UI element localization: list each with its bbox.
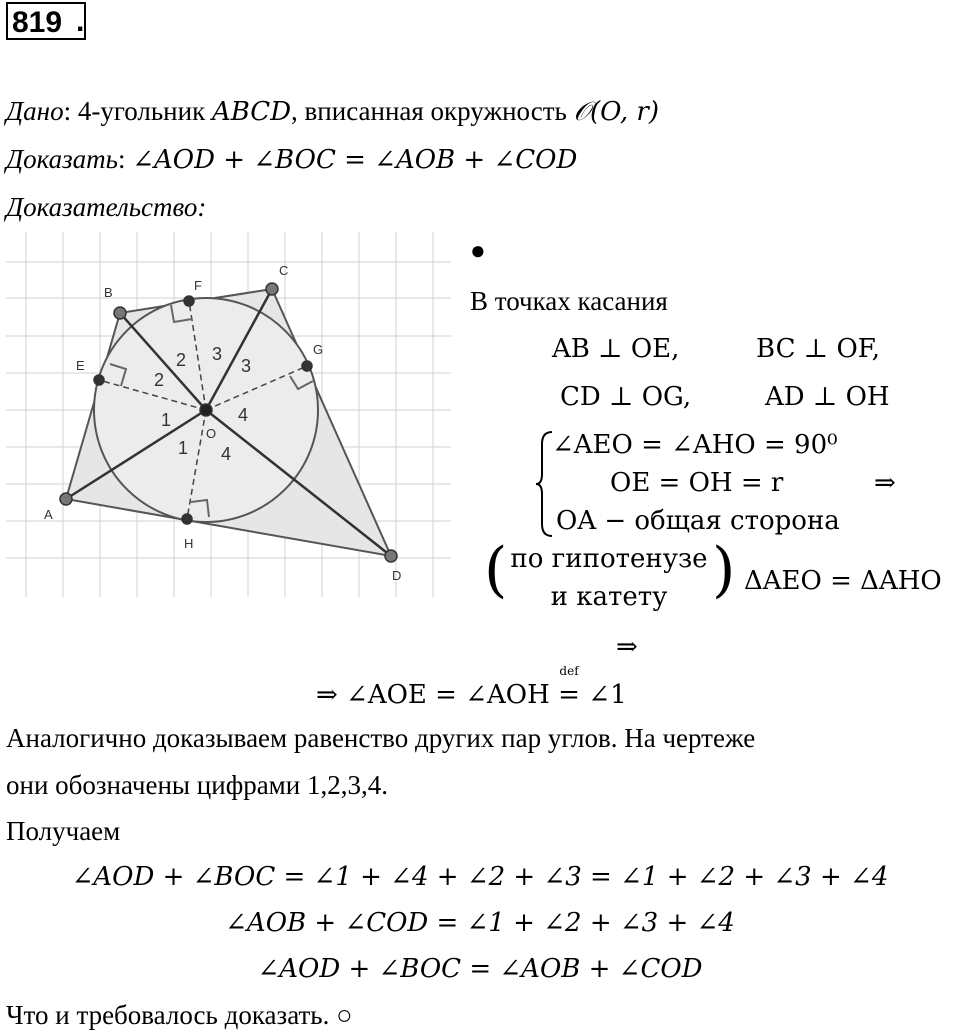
- proof-label: Доказательство:: [6, 192, 207, 222]
- prove-label: Доказать: [6, 144, 118, 174]
- given-label: Дано: [6, 96, 64, 126]
- angle-mark-1a: 1: [161, 410, 172, 430]
- label-g: G: [313, 342, 324, 357]
- prove-statement: ∠AOD + ∠BOC = ∠AOB + ∠COD: [132, 145, 578, 175]
- given-line: Дано: 4-угольник ABCD, вписанная окружность 𝒪(O, r): [6, 96, 659, 127]
- point-e: [94, 375, 104, 385]
- analog-text-2: они обозначены цифрами 1,2,3,4.: [6, 770, 388, 800]
- criterion-line-1: по гипотенузе: [510, 544, 708, 574]
- point-g: [302, 361, 312, 371]
- label-a: A: [44, 507, 53, 522]
- equation-3: ∠AOD + ∠BOC = ∠AOB + ∠COD: [257, 954, 703, 984]
- analog-text-1: Аналогично доказываем равенство других пар углов. На чертеже: [6, 723, 756, 753]
- equation-1: ∠AOD + ∠BOC = ∠1 + ∠4 + ∠2 + ∠3 = ∠1 + ∠2 + ∠3 + ∠4: [71, 862, 889, 892]
- given-circle: 𝒪(O, r): [573, 97, 659, 127]
- def-equals: [558, 664, 580, 710]
- def-eq-sign: =: [558, 680, 580, 710]
- label-h: H: [184, 536, 194, 551]
- label-o: O: [206, 426, 217, 441]
- bullet: ●: [470, 236, 486, 265]
- geometry-figure: [6, 232, 456, 602]
- perp-ad: AD ⊥ OH: [765, 382, 890, 412]
- tangency-title: В точках касания: [470, 286, 668, 316]
- problem-number-dot: .: [76, 5, 85, 38]
- perp-cd: CD ⊥ OG,: [560, 382, 692, 412]
- label-e: E: [76, 358, 85, 373]
- point-b: [114, 307, 126, 319]
- point-a: [60, 493, 72, 505]
- angle-mark-3a: 3: [212, 344, 223, 364]
- label-d: D: [392, 568, 402, 583]
- triangle-equality: ΔAEO = ΔAHO: [744, 566, 942, 596]
- prove-line: Доказать: ∠AOD + ∠BOC = ∠AOB + ∠COD: [6, 144, 578, 175]
- angle-eq-left: ⇒ ∠AOE = ∠AOH: [316, 680, 559, 710]
- paren-right: ): [712, 535, 736, 605]
- equation-2: ∠AOB + ∠COD = ∠1 + ∠2 + ∠3 + ∠4: [225, 908, 735, 938]
- system-line-2: OE = OH = r: [610, 468, 784, 498]
- system-line-3: OA − общая сторона: [556, 506, 840, 536]
- problem-number: 819: [6, 2, 86, 40]
- perp-bc: BC ⊥ OF,: [756, 334, 881, 364]
- angle-mark-2b: 2: [176, 350, 187, 370]
- implies-arrow: ⇒: [874, 468, 896, 498]
- implies-arrow-2: ⇒: [616, 632, 638, 662]
- angle-mark-4a: 4: [238, 405, 249, 425]
- paren-left: (: [484, 535, 508, 605]
- conclusion: Что и требовалось доказать. ○: [6, 1000, 353, 1030]
- perp-ab: AB ⊥ OE,: [552, 334, 680, 364]
- angle-mark-1b: 1: [178, 438, 189, 458]
- def-label: def: [559, 664, 579, 678]
- system-line-1: ∠AEO = ∠AHO = 90⁰: [552, 430, 838, 460]
- get-label: Получаем: [6, 816, 121, 846]
- angle-mark-2a: 2: [154, 370, 165, 390]
- label-f: F: [194, 278, 202, 293]
- point-d: [385, 550, 397, 562]
- point-o: [200, 404, 212, 416]
- point-c: [266, 283, 278, 295]
- point-f: [184, 296, 194, 306]
- given-text-mid: , вписанная окружность: [291, 96, 574, 126]
- angle-mark-4b: 4: [221, 444, 232, 464]
- given-quad: ABCD: [211, 97, 292, 127]
- angle-eq-right: ∠1: [580, 680, 627, 710]
- given-text-before: 4-угольник: [77, 96, 212, 126]
- label-b: B: [104, 285, 113, 300]
- criterion-line-2: и катету: [550, 582, 668, 612]
- angle-equality: [316, 664, 627, 710]
- point-h: [182, 514, 192, 524]
- angle-mark-3b: 3: [241, 356, 252, 376]
- label-c: C: [279, 263, 289, 278]
